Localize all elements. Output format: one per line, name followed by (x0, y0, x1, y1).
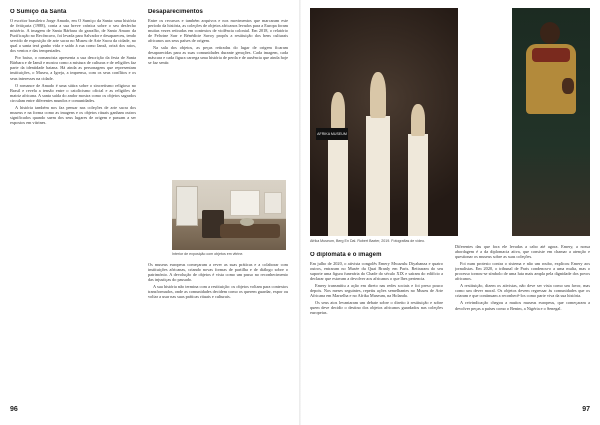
photo-caption: Interior de exposição com objetos em vitrine. (172, 252, 244, 256)
paragraph: A sua história não termina com a restituição: os objetos voltam para contextos transformados, onde as comunidades decidem como os querem guardar, expor ou voltar a usar nas suas práticas rituais e culturais. (148, 284, 288, 300)
costume-portrait-photo (512, 8, 590, 236)
page-number-left: 96 (10, 406, 18, 413)
paragraph: A reivindicação chegou a muitos museus europeus, que começaram a devolver peças a países como o Benim, a Nigéria e o Senegal. (455, 300, 590, 311)
article-text (148, 262, 288, 299)
right-column-2 (455, 244, 590, 404)
right-column-1 (310, 252, 443, 404)
paragraph: Em julho de 2020, o ativista congolês Emery Mwazulu Diyabanza e quatro outros, entraram no Musée du Quai Branly em Paris. Retiraram do seu suporte uma figura funerária do Chade do século XIX e saíram do edifício a declarar que estavam a devolver aos africanos o que lhes pertencia. (310, 261, 443, 282)
page-number-right: 97 (582, 406, 590, 413)
paragraph: Emery transmitiu a ação em direto nas redes sociais e foi preso pouco depois. Nos meses seguintes, repetiu ações semelhantes no Museu de Arte Africana em Marselha e no Afrika Museum, na Holanda. (310, 283, 443, 299)
museum-figures-photo (310, 8, 458, 236)
afrika-museum-sign: AFRIKA MUSEUM (316, 128, 348, 140)
paragraph: Os museus europeus começaram a rever as suas práticas e a colaborar com instituições africanas, criando novas formas de partilha e de diálogo sobre o património. A devolução de objetos é vista como um passo no reconhecimento das injustiças do passado. (148, 262, 288, 283)
paragraph: O escritor brasileiro Jorge Amado, em O Sumiço da Santa: uma história de feitiçaria (1988), conta a sua breve crónica sobre o seu desfecho mistério. A imagem de Santa Bárbara do garrafão, de Santo Amaro da Purificação no Recôncavo, foi levada para Salvador e desapareceu, tendo servido de exposição de arte sacra no Museu de Arte Sacra da cidade, no qual a santa terá ganho vida e saído à rua como Iansã, orixá dos raios, dos ventos e das tempestades. (10, 18, 136, 54)
paragraph: Os seus atos levantaram um debate sobre o direito à restituição e sobre quem deve decidir o destino dos objetos africanos guardados nas coleções europeias. (310, 300, 443, 316)
article-text (455, 244, 590, 311)
paragraph: A história também nos faz pensar nas coleções de arte sacra dos museus e na forma como as imagens e os objetos rituais ganham outros significados quando saem dos seus lugares de origem e passam a ser expostos em vitrines. (10, 104, 136, 125)
paragraph: Por baixo, o romancista apresenta a sua descrição da festa de Santa Bárbara e de Iansã e mostra como a mistura de culturas e de religiões faz parte da identidade baiana. Há ainda as personagens que representam instituições, o Museu, a Igreja, a imprensa, com os seus conflitos e os seus interesses na cidade. (10, 55, 136, 81)
paragraph: Diferentes das que fora ele levadas a cabo até agora. Emery, a nossa abordagem é a da diplomacia ativa, que consiste em chamar a atenção e questionar os museus sobre as suas coleções. (455, 244, 590, 260)
left-column-2 (148, 9, 288, 177)
paragraph: Entre os recursos e também arquivos e nos movimentos que marcaram este período da história, as coleções de objetos africanos levados para a Europa foram muitas vezes retiradas em contextos de violência colonial. Em 2018, o relatório de Felwine Sarr e Bénédicte Savoy propôs a restituição dos bens culturais africanos aos seus países de origem. (148, 18, 288, 44)
section-heading-desaparecimentos: Desaparecimentos (148, 9, 203, 15)
right-page (300, 0, 600, 425)
paragraph: A restituição, dizem os ativistas, não deve ser vista como um favor, mas como um dever moral. Os objetos devem regressar às comunidades que os criaram e que continuam a reconhecê-los como parte viva da sua história. (455, 283, 590, 299)
article-text (148, 18, 288, 65)
article-text (10, 18, 136, 125)
paragraph: Foi num protesto contra o sistema e não um roubo, explicou Emery aos jornalistas. Em 2020, o tribunal de Paris condenou-o a uma multa, mas o processo tornou-se símbolo de uma luta mais ampla pela dignidade dos povos africanos. (455, 261, 590, 282)
exhibition-photo (172, 180, 286, 250)
left-column-2-lower (148, 262, 288, 402)
article-text (310, 261, 443, 315)
section-heading-sumico: O Sumiço da Santa (10, 9, 67, 15)
paragraph: O romance de Amado é uma sátira sobre o sincretismo religioso no Brasil e revela a tensão entre o catolicismo oficial e as religiões de matriz africana. A santa saída do andor mostra como os objetos sagrados circulam entre diferentes mundos e comunidades. (10, 82, 136, 103)
paragraph: Na sala dos objetos, as peças retiradas do lugar de origem ficaram desaparecidas para as suas comunidades durante gerações. Cada imagem, cada máscara e cada figura carrega uma história de perda e de ausência que ainda hoje se faz sentir. (148, 45, 288, 66)
photo-caption: Afrika Museum, Berg En Dal. Robert Baxter, 2019. Fotografias de vídeo. (310, 239, 426, 243)
left-column-1 (10, 9, 136, 404)
section-heading-diplomata: O diplomata e o imagem (310, 252, 382, 258)
